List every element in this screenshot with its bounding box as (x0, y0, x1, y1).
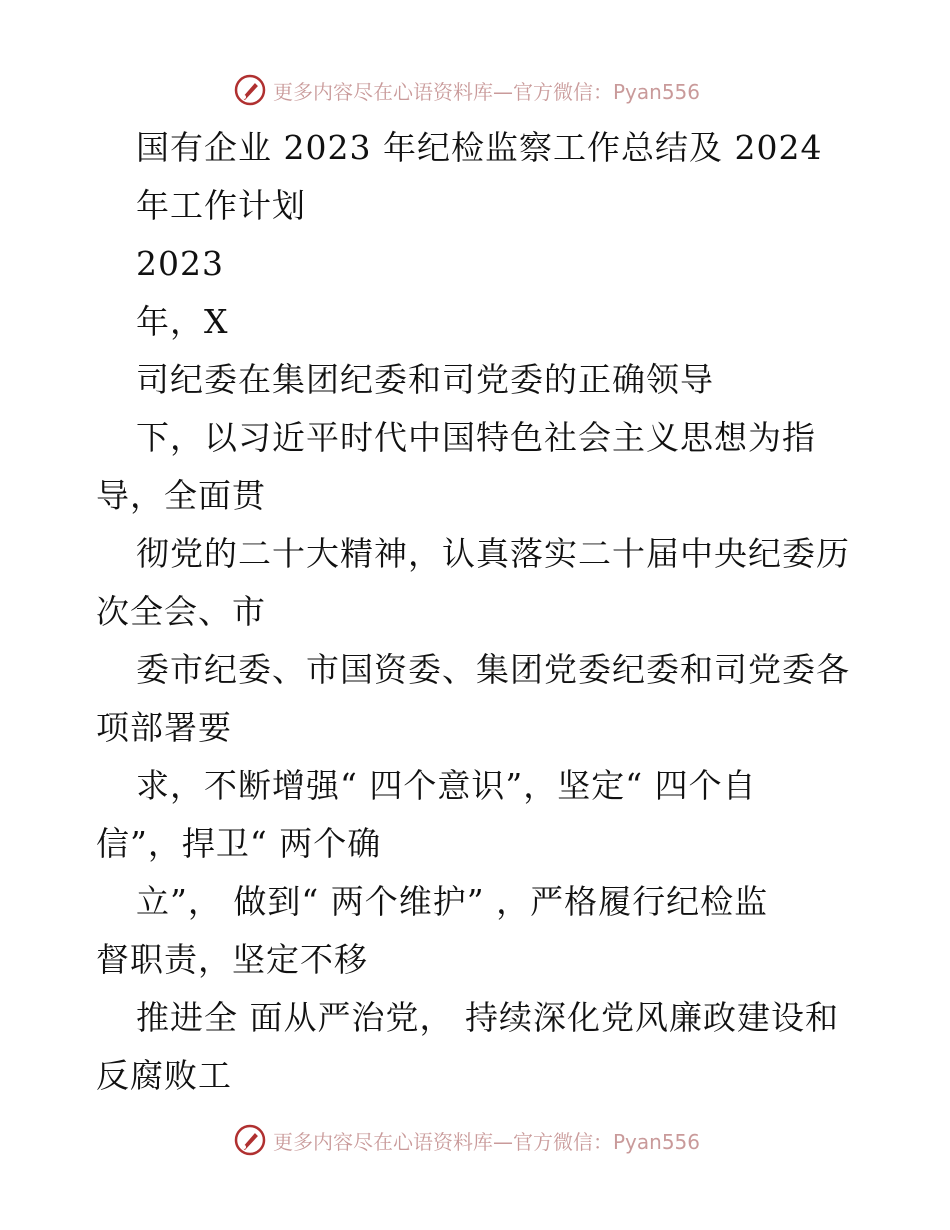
title-line-1: 国有企业 2023 年纪检监察工作总结及 2024 (136, 128, 823, 167)
title-line-2: 年工作计划 (136, 186, 306, 225)
body-line: 次全会、市 (96, 592, 266, 631)
body-line: 反腐败工 (96, 1056, 232, 1095)
pen-logo-icon (233, 1123, 267, 1157)
body-line: 下，以习近平时代中国特色社会主义思想为指 (136, 418, 816, 457)
header-watermark-banner (233, 70, 753, 110)
body-line: 彻党的二十大精神，认真落实二十届中央纪委历 (136, 534, 850, 573)
body-line: 2023 (136, 244, 224, 283)
body-line: 导，全面贯 (96, 476, 266, 515)
body-line: 项部署要 (96, 708, 232, 747)
body-line: 信”，捍卫“ 两个确 (96, 824, 382, 863)
body-line: 司纪委在集团纪委和司党委的正确领导 (136, 360, 714, 399)
body-line: 求，不断增强“ 四个意识”，坚定“ 四个自 (136, 766, 757, 805)
body-line: 推进全 面从严治党， 持续深化党风廉政建设和 (136, 998, 839, 1037)
footer-watermark-banner (233, 1120, 753, 1160)
footer-watermark-text: 更多内容尽在心语资料库—官方微信：Pyan556 (273, 1129, 701, 1154)
pen-logo-icon (233, 73, 267, 107)
body-line: 年，X (136, 302, 229, 341)
body-line: 立”， 做到“ 两个维护” ，严格履行纪检监 (136, 882, 769, 921)
body-line: 委市纪委、市国资委、集团党委纪委和司党委各 (136, 650, 850, 689)
body-line: 督职责，坚定不移 (96, 940, 368, 979)
header-watermark-text: 更多内容尽在心语资料库—官方微信：Pyan556 (273, 79, 701, 104)
